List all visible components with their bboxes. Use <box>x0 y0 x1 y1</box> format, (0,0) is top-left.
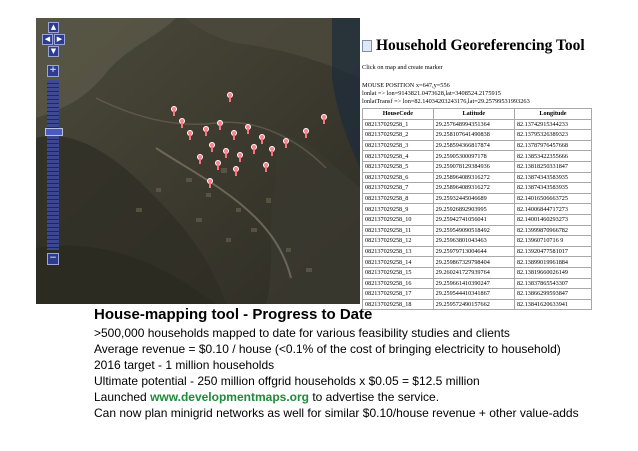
cell-latitude: 29.25942741056041 <box>433 214 514 225</box>
cell-housecode: 082137029258_11 <box>363 225 434 236</box>
cell-housecode: 082137029258_7 <box>363 183 434 194</box>
table-row <box>363 140 592 151</box>
cell-longitude: 82.13841620633941 <box>514 299 591 310</box>
cell-housecode: 082137029258_10 <box>363 214 434 225</box>
cell-latitude: 29.259867329798404 <box>433 257 514 268</box>
cell-latitude: 29.259572490157662 <box>433 299 514 310</box>
cell-housecode: 082137029258_14 <box>363 257 434 268</box>
cell-longitude: 82.13795326389323 <box>514 130 591 141</box>
launched-prefix: Launched <box>94 390 151 404</box>
tool-title: Household Georeferencing Tool <box>376 37 585 54</box>
cell-longitude: 82.14016506663725 <box>514 193 591 204</box>
text-line-target: 2016 target - 1 million households <box>94 358 275 372</box>
header-housecode: HouseCode <box>363 109 434 120</box>
table-row <box>363 183 592 194</box>
cell-longitude: 82.14006844717273 <box>514 204 591 215</box>
cell-latitude: 29.260241727939764 <box>433 267 514 278</box>
table-row <box>363 130 592 141</box>
table-row <box>363 257 592 268</box>
table-row <box>363 278 592 289</box>
pan-down-button[interactable]: ▼ <box>48 46 59 57</box>
table-row <box>363 193 592 204</box>
table-body <box>363 119 592 310</box>
table-row <box>363 204 592 215</box>
zoom-slider-handle[interactable] <box>45 128 63 136</box>
house-marker[interactable] <box>320 114 328 124</box>
house-marker[interactable] <box>196 154 204 164</box>
cell-longitude: 82.13899019961884 <box>514 257 591 268</box>
text-line-launched <box>94 389 634 405</box>
pan-left-button[interactable]: ◀ <box>42 34 53 45</box>
satellite-map[interactable] <box>36 18 360 304</box>
pan-up-button[interactable]: ▲ <box>48 22 59 33</box>
house-marker[interactable] <box>250 144 258 154</box>
cell-housecode: 082137029258_2 <box>363 130 434 141</box>
text-line-potential: Ultimate potential - 250 million offgrid households x $0.05 = $12.5 million <box>94 374 480 388</box>
house-marker[interactable] <box>232 166 240 176</box>
house-marker[interactable] <box>206 178 214 188</box>
house-marker[interactable] <box>202 126 210 136</box>
house-marker[interactable] <box>262 162 270 172</box>
lonlat-transformed-readout: lonlatTransf => lon=82.14034203243176,lat=29.25799531993263 <box>362 98 530 105</box>
cell-latitude: 29.258107641490838 <box>433 130 514 141</box>
map-navigation-control <box>42 22 64 265</box>
house-marker[interactable] <box>230 130 238 140</box>
cell-longitude: 82.13837865543307 <box>514 278 591 289</box>
header-longitude: Longitude <box>514 109 591 120</box>
table-row <box>363 119 592 130</box>
tool-logo <box>362 40 372 52</box>
table-row <box>363 161 592 172</box>
house-marker[interactable] <box>302 128 310 138</box>
zoom-slider[interactable] <box>47 80 59 250</box>
developmentmaps-link[interactable]: www.developmentmaps.org <box>150 390 309 404</box>
header-latitude: Latitude <box>433 109 514 120</box>
georeferencing-tool-panel <box>360 18 604 308</box>
cell-latitude: 29.25963801043463 <box>433 236 514 247</box>
table-row <box>363 172 592 183</box>
house-marker[interactable] <box>236 152 244 162</box>
cell-latitude: 29.25932445046689 <box>433 193 514 204</box>
launched-suffix: to advertise the service. <box>308 390 440 404</box>
cell-latitude: 29.258594366817874 <box>433 140 514 151</box>
mouse-position-readout: MOUSE POSITION x=647,y=556 <box>362 82 450 89</box>
cell-latitude: 29.258964089316272 <box>433 172 514 183</box>
cell-housecode: 082137029258_1 <box>363 119 434 130</box>
cell-housecode: 082137029258_4 <box>363 151 434 162</box>
pan-right-button[interactable]: ▶ <box>54 34 65 45</box>
house-marker[interactable] <box>178 118 186 128</box>
cell-housecode: 082137029258_12 <box>363 236 434 247</box>
zoom-out-button[interactable]: − <box>47 253 59 265</box>
house-marker[interactable] <box>216 120 224 130</box>
lonlat-readout: lonlat => lon=9143821.0473628,lat=3408524.2175915 <box>362 90 501 97</box>
table-row <box>363 246 592 257</box>
text-line-minigrid: Can now plan minigrid networks as well for similar $0.10/house revenue + other value-adds <box>94 406 579 420</box>
cell-latitude: 29.259661410390247 <box>433 278 514 289</box>
table-row <box>363 225 592 236</box>
cell-longitude: 82.13874343583935 <box>514 183 591 194</box>
house-marker[interactable] <box>186 130 194 140</box>
cell-latitude: 29.259549090518492 <box>433 225 514 236</box>
cell-housecode: 082137029258_5 <box>363 161 434 172</box>
table-row <box>363 214 592 225</box>
slide-text-block <box>94 306 634 421</box>
cell-latitude: 29.25926892903995 <box>433 204 514 215</box>
slide-heading: House-mapping tool - Progress to Date <box>94 306 373 323</box>
table-row <box>363 289 592 300</box>
cell-housecode: 082137029258_9 <box>363 204 434 215</box>
instruction-text: Click on map and create marker <box>362 64 443 71</box>
cell-longitude: 82.13999870966782 <box>514 225 591 236</box>
cell-longitude: 82.13866299593847 <box>514 289 591 300</box>
cell-longitude: 82.13819660026149 <box>514 267 591 278</box>
cell-longitude: 82.13853422355666 <box>514 151 591 162</box>
table-header-row <box>363 109 592 120</box>
cell-housecode: 082137029258_3 <box>363 140 434 151</box>
cell-housecode: 082137029258_8 <box>363 193 434 204</box>
house-marker[interactable] <box>208 142 216 152</box>
cell-housecode: 082137029258_17 <box>363 289 434 300</box>
table-row <box>363 236 592 247</box>
cell-longitude: 82.13960710716 9 <box>514 236 591 247</box>
cell-longitude: 82.13787976457668 <box>514 140 591 151</box>
house-marker[interactable] <box>214 160 222 170</box>
cell-housecode: 082137029258_18 <box>363 299 434 310</box>
household-table <box>362 108 592 310</box>
cell-longitude: 82.14001460293273 <box>514 214 591 225</box>
house-marker[interactable] <box>244 124 252 134</box>
cell-housecode: 082137029258_6 <box>363 172 434 183</box>
cell-latitude: 29.25979713004644 <box>433 246 514 257</box>
cell-longitude: 82.13742915344233 <box>514 119 591 130</box>
cell-longitude: 82.13818250331847 <box>514 161 591 172</box>
table-row <box>363 267 592 278</box>
pan-control <box>42 22 64 62</box>
cell-latitude: 29.257648994351364 <box>433 119 514 130</box>
cell-latitude: 29.259078129384936 <box>433 161 514 172</box>
cell-housecode: 082137029258_13 <box>363 246 434 257</box>
house-marker[interactable] <box>258 134 266 144</box>
text-line-revenue: Average revenue = $0.10 / house (<0.1% of the cost of bringing electricity to household) <box>94 342 561 356</box>
table-row <box>363 151 592 162</box>
house-marker[interactable] <box>268 146 276 156</box>
cell-latitude: 29.259544410341867 <box>433 289 514 300</box>
cell-latitude: 29.258964089316272 <box>433 183 514 194</box>
house-marker[interactable] <box>222 148 230 158</box>
house-marker[interactable] <box>170 106 178 116</box>
house-marker[interactable] <box>226 92 234 102</box>
house-marker[interactable] <box>282 138 290 148</box>
cell-longitude: 82.13874343583935 <box>514 172 591 183</box>
text-line-households: >500,000 households mapped to date for various feasibility studies and clients <box>94 326 510 340</box>
zoom-in-button[interactable]: + <box>47 65 59 77</box>
cell-longitude: 82.13920477581017 <box>514 246 591 257</box>
cell-housecode: 082137029258_15 <box>363 267 434 278</box>
cell-housecode: 082137029258_16 <box>363 278 434 289</box>
cell-latitude: 29.25905300097178 <box>433 151 514 162</box>
